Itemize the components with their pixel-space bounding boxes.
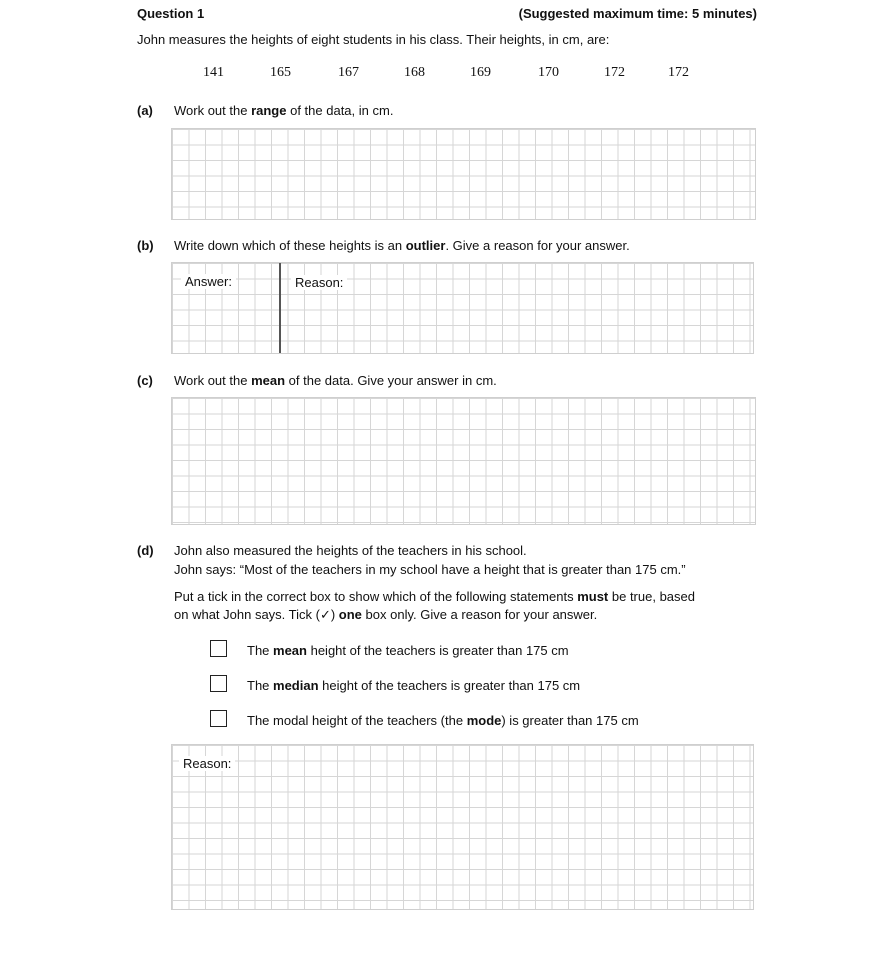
part-b-label: (b): [137, 238, 154, 253]
answer-grid-a[interactable]: [171, 128, 756, 220]
answer-reason-divider: [279, 263, 281, 353]
question-title: Question 1: [137, 6, 205, 21]
answer-label: Answer:: [181, 274, 236, 289]
height-value: 165: [270, 65, 291, 80]
tick-box-mean[interactable]: [210, 640, 227, 657]
tick-box-median[interactable]: [210, 675, 227, 692]
height-value: 167: [338, 65, 359, 80]
height-value: 172: [668, 65, 689, 80]
height-value: 168: [404, 65, 425, 80]
answer-grid-c[interactable]: [171, 397, 756, 525]
answer-grid-b[interactable]: [171, 262, 754, 354]
answer-grid-d[interactable]: [171, 744, 754, 910]
reason-label: Reason:: [291, 275, 347, 290]
option-mean-text: The mean height of the teachers is greater than 175 cm: [247, 643, 569, 658]
part-d-line1: John also measured the heights of the teachers in his school.: [174, 543, 527, 558]
option-median-text: The median height of the teachers is greater than 175 cm: [247, 678, 581, 693]
height-value: 170: [538, 65, 559, 80]
part-d-line2: John says: “Most of the teachers in my school have a height that is greater than 175 cm.”: [174, 562, 686, 577]
part-d-label: (d): [137, 543, 154, 558]
part-d-line3: Put a tick in the correct box to show which of the following statements must be true, based: [174, 589, 695, 604]
part-a-label: (a): [137, 103, 153, 118]
part-a-question: Work out the range of the data, in cm.: [174, 103, 394, 118]
height-value: 141: [203, 65, 224, 80]
reason-label: Reason:: [179, 756, 235, 771]
option-mode-text: The modal height of the teachers (the mode) is greater than 175 cm: [247, 713, 639, 728]
intro-text: John measures the heights of eight students in his class. Their heights, in cm, are:: [137, 32, 610, 47]
part-c-question: Work out the mean of the data. Give your answer in cm.: [174, 373, 497, 388]
tick-box-mode[interactable]: [210, 710, 227, 727]
part-d-line4: on what John says. Tick (✓) one box only. Give a reason for your answer.: [174, 607, 598, 622]
height-value: 169: [470, 65, 491, 80]
part-c-label: (c): [137, 373, 153, 388]
part-b-question: Write down which of these heights is an outlier. Give a reason for your answer.: [174, 238, 630, 253]
suggested-time: (Suggested maximum time: 5 minutes): [518, 6, 757, 21]
height-value: 172: [604, 65, 625, 80]
